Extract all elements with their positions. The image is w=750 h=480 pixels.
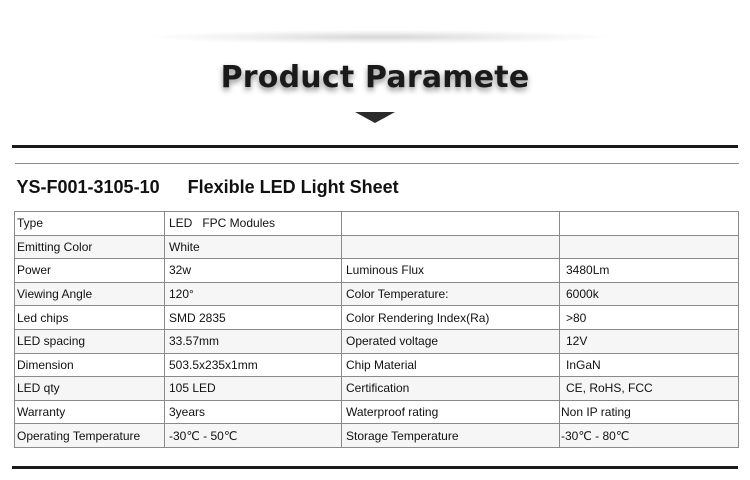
spec-label bbox=[342, 212, 560, 236]
table-row bbox=[15, 306, 739, 330]
spec-label: LED qty bbox=[15, 377, 165, 401]
table-row bbox=[15, 235, 739, 259]
spec-value: 105 LED bbox=[165, 377, 342, 401]
spec-label: LED spacing bbox=[15, 329, 165, 353]
spec-title-cell bbox=[15, 164, 739, 212]
spec-value: -30℃ - 50℃ bbox=[165, 424, 342, 448]
spec-value: 3years bbox=[165, 400, 342, 424]
spec-label: Dimension bbox=[15, 353, 165, 377]
table-row bbox=[15, 400, 739, 424]
spec-value: 503.5x235x1mm bbox=[165, 353, 342, 377]
spec-value: LED FPC Modules bbox=[165, 212, 342, 236]
spec-label: Waterproof rating bbox=[342, 400, 560, 424]
spec-label: Certification bbox=[342, 377, 560, 401]
spec-label: Operating Temperature bbox=[15, 424, 165, 448]
table-row bbox=[15, 212, 739, 236]
spec-label: Led chips bbox=[15, 306, 165, 330]
spec-label: Luminous Flux bbox=[342, 259, 560, 283]
spec-value: White bbox=[165, 235, 342, 259]
table-row bbox=[15, 424, 739, 448]
table-row bbox=[15, 329, 739, 353]
spec-label: Color Rendering Index(Ra) bbox=[342, 306, 560, 330]
spec-label bbox=[342, 235, 560, 259]
spec-label: Chip Material bbox=[342, 353, 560, 377]
spec-value bbox=[560, 235, 739, 259]
table-row bbox=[15, 259, 739, 283]
table-row bbox=[15, 282, 739, 306]
spec-value: InGaN bbox=[560, 353, 739, 377]
table-row bbox=[15, 377, 739, 401]
page-title: Product Paramete bbox=[220, 60, 530, 95]
spec-value: CE, RoHS, FCC bbox=[560, 377, 739, 401]
top-divider bbox=[12, 145, 738, 148]
header-shadow-decoration bbox=[150, 30, 610, 44]
spec-table bbox=[14, 163, 739, 448]
spec-label: Emitting Color bbox=[15, 235, 165, 259]
spec-value: -30℃ - 80℃ bbox=[560, 424, 739, 448]
spec-label: Operated voltage bbox=[342, 329, 560, 353]
spec-value: SMD 2835 bbox=[165, 306, 342, 330]
spec-value: 32w bbox=[165, 259, 342, 283]
spec-value: 6000k bbox=[560, 282, 739, 306]
spec-value: >80 bbox=[560, 306, 739, 330]
spec-label: Warranty bbox=[15, 400, 165, 424]
model-number: YS-F001-3105-10 bbox=[16, 177, 160, 197]
bottom-divider bbox=[12, 466, 738, 469]
spec-title-row bbox=[15, 164, 739, 212]
spec-value: 120° bbox=[165, 282, 342, 306]
table-row bbox=[15, 353, 739, 377]
down-arrow-icon bbox=[355, 112, 395, 123]
spec-label: Power bbox=[15, 259, 165, 283]
spec-value: 33.57mm bbox=[165, 329, 342, 353]
product-name: Flexible LED Light Sheet bbox=[187, 177, 399, 197]
spec-value: 3480Lm bbox=[560, 259, 739, 283]
spec-value: 12V bbox=[560, 329, 739, 353]
spec-label: Color Temperature: bbox=[342, 282, 560, 306]
spec-label: Viewing Angle bbox=[15, 282, 165, 306]
spec-value: Non IP rating bbox=[560, 400, 739, 424]
spec-value bbox=[560, 212, 739, 236]
spec-label: Type bbox=[15, 212, 165, 236]
spec-label: Storage Temperature bbox=[342, 424, 560, 448]
